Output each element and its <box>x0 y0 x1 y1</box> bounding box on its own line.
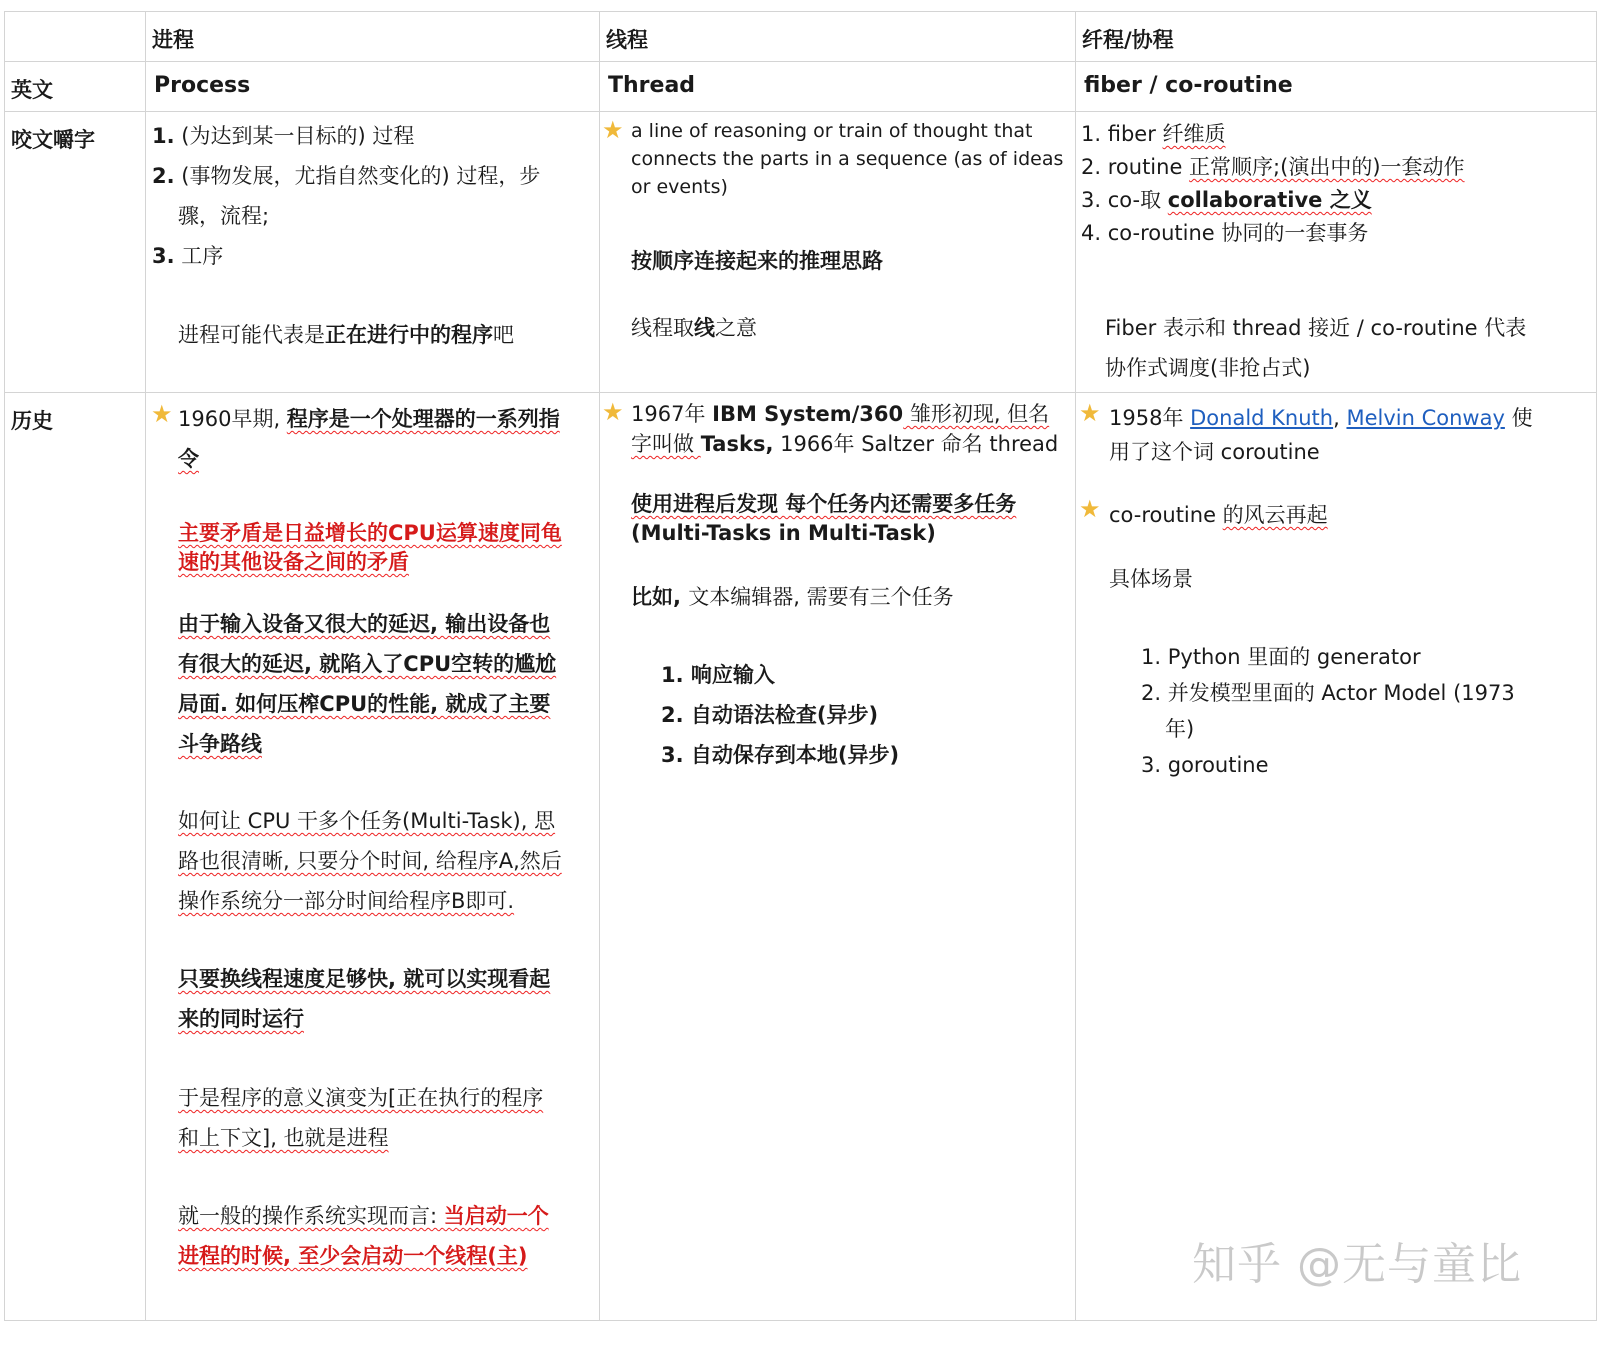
star-icon: ★ <box>602 116 624 144</box>
list-item: 年) <box>1165 717 1195 741</box>
history-fiber-scene: 具体场景 <box>1109 567 1193 591</box>
list-item: 3. 工序 <box>152 244 224 268</box>
history-fiber-cell <box>1076 393 1597 1321</box>
history-process-p5: 只要换线程速度足够快, 就可以实现看起 来的同时运行 <box>178 967 551 1031</box>
header-blank-cell <box>5 12 146 62</box>
star-icon: ★ <box>602 398 624 426</box>
english-thread-cell <box>600 62 1076 112</box>
history-fiber-list <box>1141 639 1515 783</box>
definition-label-cell <box>5 112 146 393</box>
header-process-cell <box>146 12 600 62</box>
header-row <box>5 12 1597 62</box>
header-blank <box>5 12 145 24</box>
english-thread: Thread <box>608 73 696 98</box>
header-fiber-cell <box>1076 12 1597 62</box>
list-item: 1. Python 里面的 generator <box>1141 645 1421 669</box>
english-process-cell <box>146 62 600 112</box>
list-item: 1. (为达到某一目标的) 过程 <box>152 124 415 148</box>
star-icon: ★ <box>1079 495 1101 523</box>
star-icon: ★ <box>1079 399 1101 427</box>
list-item: 2. 并发模型里面的 Actor Model (1973 <box>1141 681 1515 705</box>
list-item: 3. goroutine <box>1141 753 1269 777</box>
list-item: 3. co-取 collaborative 之义 <box>1081 188 1372 212</box>
header-process: 进程 <box>152 28 194 52</box>
definition-process-note: 进程可能代表是正在进行中的程序吧 <box>178 323 514 347</box>
list-item: 1. 响应输入 <box>661 663 775 687</box>
history-process-p7: 就一般的操作系统实现而言: 当启动一个 进程的时候, 至少会启动一个线程(主) <box>178 1204 549 1268</box>
definition-thread-meaning: a line of reasoning or train of thought that connects the parts in a sequence (as of ideas or events) <box>631 120 1064 198</box>
list-item: 骤，流程; <box>178 204 270 228</box>
definition-thread-note: 线程取线之意 <box>631 316 757 340</box>
list-item: 4. co-routine 协同的一套事务 <box>1081 221 1369 245</box>
definition-thread-bold: 按顺序连接起来的推理思路 <box>631 249 883 273</box>
history-process-p6: 于是程序的意义演变为[正在执行的程序 和上下文], 也就是进程 <box>178 1086 544 1150</box>
english-label-cell <box>5 62 146 112</box>
donald-knuth-link[interactable]: Donald Knuth <box>1190 406 1334 430</box>
definition-fiber-note: Fiber 表示和 thread 接近 / co-routine 代表 协作式调度(非抢占式) <box>1105 316 1527 380</box>
history-process-p2: 主要矛盾是日益增长的CPU运算速度同龟 速的其他设备之间的矛盾 <box>178 521 562 574</box>
history-fiber-p1: 1958年 Donald Knuth, Melvin Conway 使 用了这个词 coroutine <box>1109 406 1533 464</box>
english-fiber-cell <box>1076 62 1597 112</box>
star-icon: ★ <box>151 400 173 428</box>
english-fiber: fiber / co-routine <box>1084 73 1293 98</box>
list-item: 2. 自动语法检查(异步) <box>661 703 879 727</box>
history-label-cell <box>5 393 146 1321</box>
list-item: 3. 自动保存到本地(异步) <box>661 743 900 767</box>
history-thread-tasks <box>661 655 899 775</box>
definition-process-list <box>152 116 540 276</box>
definition-fiber-cell <box>1076 112 1597 393</box>
definition-row <box>5 112 1597 393</box>
history-thread-cell <box>600 393 1076 1321</box>
history-thread-p2: 使用进程后发现 每个任务内还需要多任务 (Multi-Tasks in Multi-Task) <box>631 492 1017 545</box>
definition-label: 咬文嚼字 <box>11 128 95 152</box>
history-fiber-p2: co-routine 的风云再起 <box>1109 503 1328 527</box>
history-label: 历史 <box>11 409 53 433</box>
definition-process-cell <box>146 112 600 393</box>
melvin-conway-link[interactable]: Melvin Conway <box>1346 406 1505 430</box>
history-process-p3: 由于输入设备又很大的延迟, 输出设备也 有很大的延迟, 就陷入了CPU空转的尴尬 局面. 如何压榨CPU的性能, 就成了主要 斗争路线 <box>178 612 557 756</box>
list-item: 2. routine 正常顺序;(演出中的)一套动作 <box>1081 155 1465 179</box>
history-thread-p1: 1967年 IBM System/360 雏形初现, 但名 字叫做 Tasks, 1966年 Saltzer 命名 thread <box>631 402 1059 456</box>
history-process-p1: 1960早期, 程序是一个处理器的一系列指 令 <box>178 407 560 471</box>
watermark: 知乎 @无与童比 <box>1192 1239 1522 1290</box>
list-item: 1. fiber 纤维质 <box>1081 122 1226 146</box>
header-thread-cell <box>600 12 1076 62</box>
english-row <box>5 62 1597 112</box>
history-process-p4: 如何让 CPU 干多个任务(Multi-Task), 思 路也很清晰, 只要分个时间, 给程序A,然后 操作系统分一部分时间给程序B即可. <box>178 809 562 913</box>
definition-thread-cell <box>600 112 1076 393</box>
history-thread-p3: 比如, 文本编辑器, 需要有三个任务 <box>631 585 954 609</box>
history-row <box>5 393 1597 1321</box>
history-process-cell <box>146 393 600 1321</box>
header-thread: 线程 <box>606 28 648 52</box>
comparison-table <box>4 11 1597 1321</box>
english-process: Process <box>154 73 251 98</box>
english-label: 英文 <box>11 78 53 102</box>
header-fiber: 纤程/协程 <box>1082 28 1174 52</box>
list-item: 2. (事物发展，尤指自然变化的) 过程，步 <box>152 164 541 188</box>
definition-fiber-list <box>1081 118 1465 250</box>
